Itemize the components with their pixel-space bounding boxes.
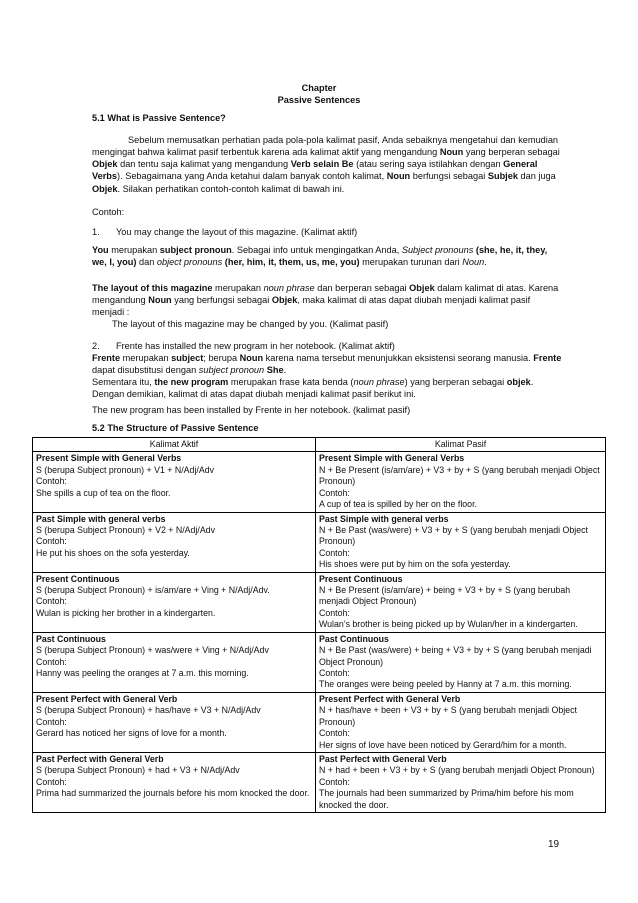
- passive-cell: [316, 512, 606, 572]
- text-run: dalam kalimat di atas. Karena mengandung: [92, 283, 559, 306]
- section-heading-5-1: 5.1 What is Passive Sentence?: [92, 113, 226, 123]
- text-run: .: [283, 365, 287, 376]
- passive-title: Past Perfect with General Verb: [319, 753, 447, 764]
- table-row: [33, 692, 606, 752]
- text-run: the new program: [154, 377, 229, 387]
- active-title: Past Perfect with General Verb: [36, 753, 164, 764]
- text-run: Frente: [533, 353, 562, 363]
- passive-contoh: Contoh:: [319, 728, 350, 739]
- text-run: noun phrase: [263, 283, 315, 293]
- passive-example: A cup of tea is spilled by her on the floor.: [319, 499, 477, 510]
- passive-example: The journals had been summarized by Prima/him before his mom knocked the door.: [319, 788, 574, 810]
- table-row: [33, 572, 606, 632]
- text-run: Noun: [148, 295, 172, 306]
- text-run: Noun: [462, 257, 485, 268]
- text-run: dan: [136, 257, 157, 268]
- text-run: Sementara itu,: [92, 377, 155, 387]
- text-run: Subjek: [487, 171, 518, 182]
- passive-title: Past Continuous: [319, 633, 389, 644]
- passive-cell: [316, 632, 606, 692]
- text-run: Objek: [92, 159, 118, 170]
- example-1-sentence: [92, 226, 564, 238]
- column-header-passive: Kalimat Pasif: [316, 438, 606, 452]
- page-title: Passive Sentences: [277, 95, 361, 105]
- passive-title: Past Simple with general verbs: [319, 513, 449, 524]
- active-contoh: Contoh:: [36, 536, 67, 547]
- text-run: Subject pronouns: [401, 245, 474, 255]
- text-run: You may change the layout of this magazine. (Kalimat aktif): [116, 227, 358, 237]
- active-cell: [33, 632, 316, 692]
- passive-example: Her signs of love have been noticed by Gerard/him for a month.: [319, 739, 567, 750]
- chapter-label: Chapter: [301, 83, 337, 93]
- table-row: [33, 512, 606, 572]
- text-run: (atau sering saya istilahkan dengan: [353, 159, 504, 170]
- text-run: yang berperan sebagai: [463, 147, 560, 158]
- active-cell: [33, 512, 316, 572]
- example-2-explanation-2: [92, 376, 564, 400]
- text-run: Sebelum memusatkan perhatian pada pola-pola kalimat pasif, Anda sebaiknya mengetahui dan kemudian mengingat bahwa kalimat pasif terbentuk karena ada kalimat aktif yang mengandung: [92, 135, 559, 158]
- section-heading-5-2: 5.2 The Structure of Passive Sentence: [92, 423, 259, 433]
- text-run: ) yang berperan sebagai: [404, 377, 507, 387]
- text-run: ). Sebagaimana yang Anda ketahui dalam banyak contoh kalimat,: [117, 171, 387, 182]
- active-cell: [33, 752, 316, 812]
- example-1-explanation: [92, 244, 564, 268]
- example-1-explanation-2: [92, 282, 564, 318]
- passive-contoh: Contoh:: [319, 547, 350, 558]
- text-run: dan tentu saja kalimat yang mengandung: [117, 159, 291, 170]
- passive-formula: N + has/have + been + V3 + by + S (yang berubah menjadi Object Pronoun): [319, 705, 577, 727]
- text-run: The layout of this magazine: [92, 283, 213, 293]
- active-example: Prima had summarized the journals before his mom knocked the door.: [36, 788, 310, 799]
- passive-cell: [316, 572, 606, 632]
- text-run: Noun: [439, 147, 464, 158]
- table-header-row: [33, 438, 606, 452]
- contoh-label: Contoh:: [92, 207, 125, 217]
- passive-formula: N + Be Past (was/were) + being + V3 + by + S (yang berubah menjadi Object Pronoun): [319, 645, 592, 667]
- passive-example: His shoes were put by him on the sofa yesterday.: [319, 559, 511, 570]
- passive-contoh: Contoh:: [319, 607, 350, 618]
- text-run: Frente: [92, 353, 121, 363]
- text-run: subject pronoun: [159, 245, 232, 255]
- text-run: Objek: [409, 283, 435, 293]
- active-cell: [33, 692, 316, 752]
- text-run: Verb selain Be: [290, 159, 354, 170]
- active-example: He put his shoes on the sofa yesterday.: [36, 547, 190, 558]
- text-run: dan juga: [517, 171, 556, 182]
- column-header-active: Kalimat Aktif: [33, 438, 316, 452]
- active-example: She spills a cup of tea on the floor.: [36, 487, 171, 498]
- text-run: merupakan: [212, 283, 264, 293]
- table-row: [33, 632, 606, 692]
- example-2-passive: The new program has been installed by Frente in her notebook. (kalimat pasif): [92, 405, 411, 415]
- passive-example: The oranges were being peeled by Hanny at 7 a.m. this morning.: [319, 679, 572, 690]
- text-run: merupakan frase kata benda (: [228, 377, 354, 387]
- active-title: Present Continuous: [36, 573, 120, 584]
- passive-formula: N + Be Present (is/am/are) + being + V3 + by + S (yang berubah menjadi Object Pronoun): [319, 585, 571, 607]
- text-run: Noun: [239, 353, 264, 363]
- passive-example: Wulan’s brother is being picked up by Wulan/her in a kindergarten.: [319, 619, 578, 630]
- text-run: , maka kalimat di atas dapat diubah menjadi kalimat pasif menjadi :: [92, 295, 531, 318]
- passive-cell: [316, 452, 606, 512]
- example-2-explanation: [92, 352, 564, 376]
- active-formula: S (berupa Subject Pronoun) + has/have + V3 + N/Adj/Adv: [36, 705, 261, 716]
- passive-contoh: Contoh:: [319, 776, 350, 787]
- active-contoh: Contoh:: [36, 656, 67, 667]
- text-run: . Silakan perhatikan contoh-contoh kalimat di bawah ini.: [117, 183, 345, 194]
- active-formula: S (berupa Subject Pronoun) + V2 + N/Adj/Adv: [36, 524, 215, 535]
- page-number: 19: [548, 839, 560, 850]
- active-title: Present Simple with General Verbs: [36, 453, 182, 464]
- active-example: Gerard has noticed her signs of love for a month.: [36, 728, 227, 739]
- text-run: . Sebagai info untuk mengingatkan Anda,: [231, 245, 402, 255]
- active-title: Present Perfect with General Verb: [36, 693, 178, 704]
- passive-title: Present Simple with General Verbs: [319, 453, 465, 464]
- text-run: karena nama tersebut menunjukkan eksistensi seorang manusia.: [263, 353, 534, 363]
- passive-structure-table: [32, 437, 606, 813]
- passive-contoh: Contoh:: [319, 668, 350, 679]
- passive-contoh: Contoh:: [319, 487, 350, 498]
- text-run: (she, he, it, they, we, I, you): [92, 245, 548, 268]
- active-contoh: Contoh:: [36, 596, 67, 607]
- text-run: She: [266, 365, 284, 376]
- text-run: Noun: [386, 171, 411, 182]
- active-cell: [33, 452, 316, 512]
- text-run: merupakan: [120, 353, 172, 363]
- active-formula: S (berupa Subject pronoun) + V1 + N/Adj/Adv: [36, 464, 214, 475]
- passive-formula: N + Be Present (is/am/are) + V3 + by + S (yang berubah menjadi Object Pronoun): [319, 464, 600, 487]
- passive-formula: N + Be Past (was/were) + V3 + by + S (yang berubah menjadi Object Pronoun): [319, 524, 588, 547]
- text-run: Frente has installed the new program in her notebook. (Kalimat aktif): [116, 341, 395, 351]
- text-run: noun phrase: [353, 377, 405, 387]
- active-cell: [33, 572, 316, 632]
- table-body: [33, 452, 606, 813]
- text-run: (her, him, it, them, us, me, you): [222, 257, 360, 268]
- text-run: You: [92, 245, 109, 255]
- intro-paragraph: [92, 134, 564, 195]
- text-run: . Dengan demikian, kalimat di atas dapat diubah menjadi kalimat pasif berikut ini.: [92, 377, 534, 400]
- text-run: dapat disubstitusi dengan: [92, 365, 199, 376]
- passive-title: Present Continuous: [319, 573, 403, 584]
- text-run: subject pronoun: [198, 365, 265, 376]
- active-formula: S (berupa Subject Pronoun) + had + V3 + N/Adj/Adv: [36, 765, 240, 776]
- text-run: Objek: [271, 295, 298, 306]
- active-contoh: Contoh:: [36, 476, 67, 487]
- list-number: 1.: [92, 227, 100, 237]
- active-title: Past Continuous: [36, 633, 106, 644]
- text-run: merupakan: [108, 245, 160, 255]
- text-run: object pronouns: [156, 257, 223, 268]
- active-title: Past Simple with general verbs: [36, 513, 166, 524]
- passive-cell: [316, 692, 606, 752]
- text-run: berfungsi sebagai: [410, 171, 488, 182]
- text-run: objek: [506, 377, 531, 387]
- active-contoh: Contoh:: [36, 776, 67, 787]
- text-run: Objek: [92, 183, 118, 194]
- text-run: subject: [171, 353, 204, 363]
- example-2-sentence: [92, 340, 564, 352]
- text-run: dan berperan sebagai: [314, 283, 410, 293]
- passive-title: Present Perfect with General Verb: [319, 693, 461, 704]
- active-formula: S (berupa Subject Pronoun) + was/were + Ving + N/Adj/Adv: [36, 645, 269, 656]
- example-1-passive: The layout of this magazine may be changed by you. (Kalimat pasif): [112, 319, 389, 329]
- active-example: Hanny was peeling the oranges at 7 a.m. this morning.: [36, 668, 249, 679]
- text-run: General Verbs: [92, 159, 538, 182]
- list-number: 2.: [92, 341, 100, 351]
- table-row: [33, 452, 606, 512]
- text-run: ; berupa: [203, 353, 240, 363]
- active-example: Wulan is picking her brother in a kindergarten.: [36, 607, 216, 618]
- passive-cell: [316, 752, 606, 812]
- passive-formula: N + had + been + V3 + by + S (yang berubah menjadi Object Pronoun): [319, 765, 595, 776]
- active-contoh: Contoh:: [36, 716, 67, 727]
- table-row: [33, 752, 606, 812]
- text-run: yang berfungsi sebagai: [171, 295, 272, 306]
- text-run: .: [484, 257, 487, 268]
- text-run: merupakan turunan dari: [359, 257, 463, 268]
- active-formula: S (berupa Subject Pronoun) + is/am/are + Ving + N/Adj/Adv.: [36, 585, 270, 596]
